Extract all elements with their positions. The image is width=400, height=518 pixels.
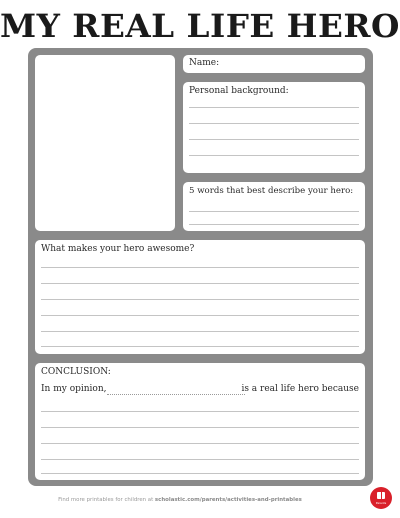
photo-box[interactable]	[35, 55, 175, 231]
footer-link[interactable]: scholastic.com/parents/activities-and-printables	[154, 497, 302, 503]
personal-background-field[interactable]	[183, 82, 365, 173]
writing-line	[189, 123, 359, 124]
name-field[interactable]	[183, 55, 365, 73]
five-words-label: 5 words that best describe your hero:	[189, 186, 354, 196]
book-icon	[377, 492, 385, 499]
footer	[0, 497, 360, 503]
awesome-field[interactable]	[35, 240, 365, 354]
writing-line	[41, 331, 359, 332]
writing-line	[41, 267, 359, 268]
awesome-label: What makes your hero awesome?	[41, 244, 195, 254]
conclusion-field[interactable]	[35, 363, 365, 480]
name-label: Name:	[189, 58, 220, 68]
writing-line	[189, 139, 359, 140]
writing-line	[41, 427, 359, 428]
writing-line	[41, 346, 359, 347]
writing-line	[189, 224, 359, 225]
opinion-prefix: In my opinion,	[41, 384, 107, 394]
writing-line	[41, 283, 359, 284]
logo-text: Parents	[375, 501, 387, 505]
writing-line	[41, 315, 359, 316]
opinion-suffix: is a real life hero because	[241, 384, 359, 394]
hero-name-blank[interactable]	[107, 394, 245, 395]
scholastic-parents-logo	[370, 487, 392, 509]
writing-line	[189, 211, 359, 212]
writing-line	[41, 459, 359, 460]
five-words-field[interactable]	[183, 182, 365, 231]
footer-text: Find more printables for children at	[58, 497, 155, 503]
writing-line	[189, 155, 359, 156]
writing-line	[41, 473, 359, 474]
writing-line	[41, 299, 359, 300]
writing-line	[189, 107, 359, 108]
conclusion-label: CONCLUSION:	[41, 367, 111, 377]
writing-line	[41, 411, 359, 412]
worksheet-frame	[28, 48, 373, 486]
writing-line	[41, 443, 359, 444]
personal-background-label: Personal background:	[189, 86, 289, 96]
page-title: MY REAL LIFE HERO	[0, 7, 400, 45]
